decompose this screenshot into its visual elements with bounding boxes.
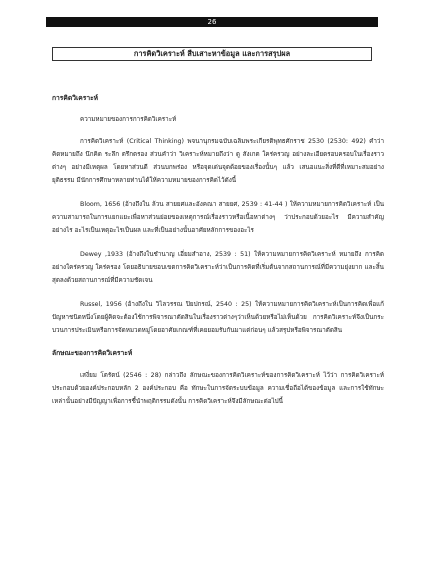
paragraph-bloom: Bloom, 1656 (อ้างถึงใน ล้วน สายยศและอังคณา สายยศ, 2539 : 41-44 ) ให้ความหมายการคิดวิเคราะห์ เป็นความสามารถในการแยกแยะเพื่อหาส่วนย่อยของเหตุการณ์เรื่องราวหรือเนื้อหาต่างๆ ว่าประกอบด้วยอะไร มีความสำคัญอย่างไร อะไรเป็นเหตุอะไรเป็นผล และที่เป็นอย่างนั้นอาศัยหลักการของอะไร [52, 200, 384, 235]
subheading-meaning: ความหมายของการการคิดวิเคราะห์ [80, 116, 177, 124]
section-heading-characteristics: ลักษณะของการคิดวิเคราะห์ [52, 349, 133, 358]
page-number: 26 [207, 18, 217, 26]
section-heading-critical-thinking: การคิดวิเคราะห์ [52, 94, 99, 102]
page-number-bar [46, 17, 378, 27]
paragraph-dewey: Dewey ,1933 (อ้างถึงในชำนาญ เอี่ยมสำอาง, 2539 : 51) ให้ความหมายการคิดวิเคราะห์ หมายถึง การคิดอย่างใคร่ครวญ ใคร่ครอง โดยอธิบายขอบเขตการคิดวิเคราะห์ว่าเป็นการคิดที่เริ่มต้นจากสถานการณ์ที่มีความยุ่งยาก และสิ้นสุดลงด้วยสถานการณ์ที่มีความชัดเจน [52, 250, 384, 285]
chapter-header-box: การคิดวิเคราะห์ สืบเสาะหาข้อมูล และการสรุปผล [52, 47, 372, 61]
paragraph-russel: Russel, 1956 (อ้างถึงใน วิไลวรรณ ปิยปกรณ์, 2540 : 25) ให้ความหมายการคิดวิเคราะห์เป็นการคิดเพื่อแก้ปัญหาชนิดหนึ่งโดยผู้คิดจะต้องใช้การพิจารณาตัดสินในเรื่องราวต่างๆว่าเห็นด้วยหรือไม่เห็นด้วย การคิดวิเคราะห์จึงเป็นกระบวนการประเมินหรือการจัดหมวดหมู่โดยอาศัยเกณฑ์ที่เคยยอมรับกันมาแต่ก่อนๆ แล้วสรุปหรือพิจารณาตัดสิน [52, 300, 384, 335]
document-body [52, 92, 384, 409]
paragraph-characteristics: เสงี่ยม โตรัตน์ (2546 : 28) กล่าวถึง ลักษณะของการคิดวิเคราะห์ของการคิดวิเคราะห์ ไว้ว่า การคิดวิเคราะห์ประกอบด้วยองค์ประกอบหลัก 2 องค์ประกอบ คือ ทักษะในการจัดระบบข้อมูล ความเชื่อถือได้ของข้อมูล และการใช้ทักษะเหล่านั้นอย่างมีปัญญาเพื่อการชี้นำพฤติกรรมดังนั้น การคิดวิเคราะห์จึงมีลักษณะต่อไปนี้ [52, 371, 384, 406]
paragraph-definition: การคิดวิเคราะห์ (Critical Thinking) พจนานุกรมฉบับเฉลิมพระเกียรติพุทธศักราช 2530 (2530: 492) คำว่า คิดหมายถึง นึกคิด ระลึก ตรึกตรอง ส่วนคำว่า วิเคราะห์หมายถึงว่า ดู สังเกต ใคร่ครวญ อย่างละเอียดรอบครอบในเรื่องราวต่างๆ อย่างมีเหตุผล โดยหาส่วนดี ส่วนบกพร่อง หรือจุดเด่นจุดด้อยของเรื่องนั้นๆ แล้ว เสนอแนะสิ่งที่ดีที่เหมาะสมอย่างยุติธรรม มีนักการศึกษาหลายท่านได้ให้ความหมายของการคิดไว้ดังนี้ [52, 137, 384, 185]
